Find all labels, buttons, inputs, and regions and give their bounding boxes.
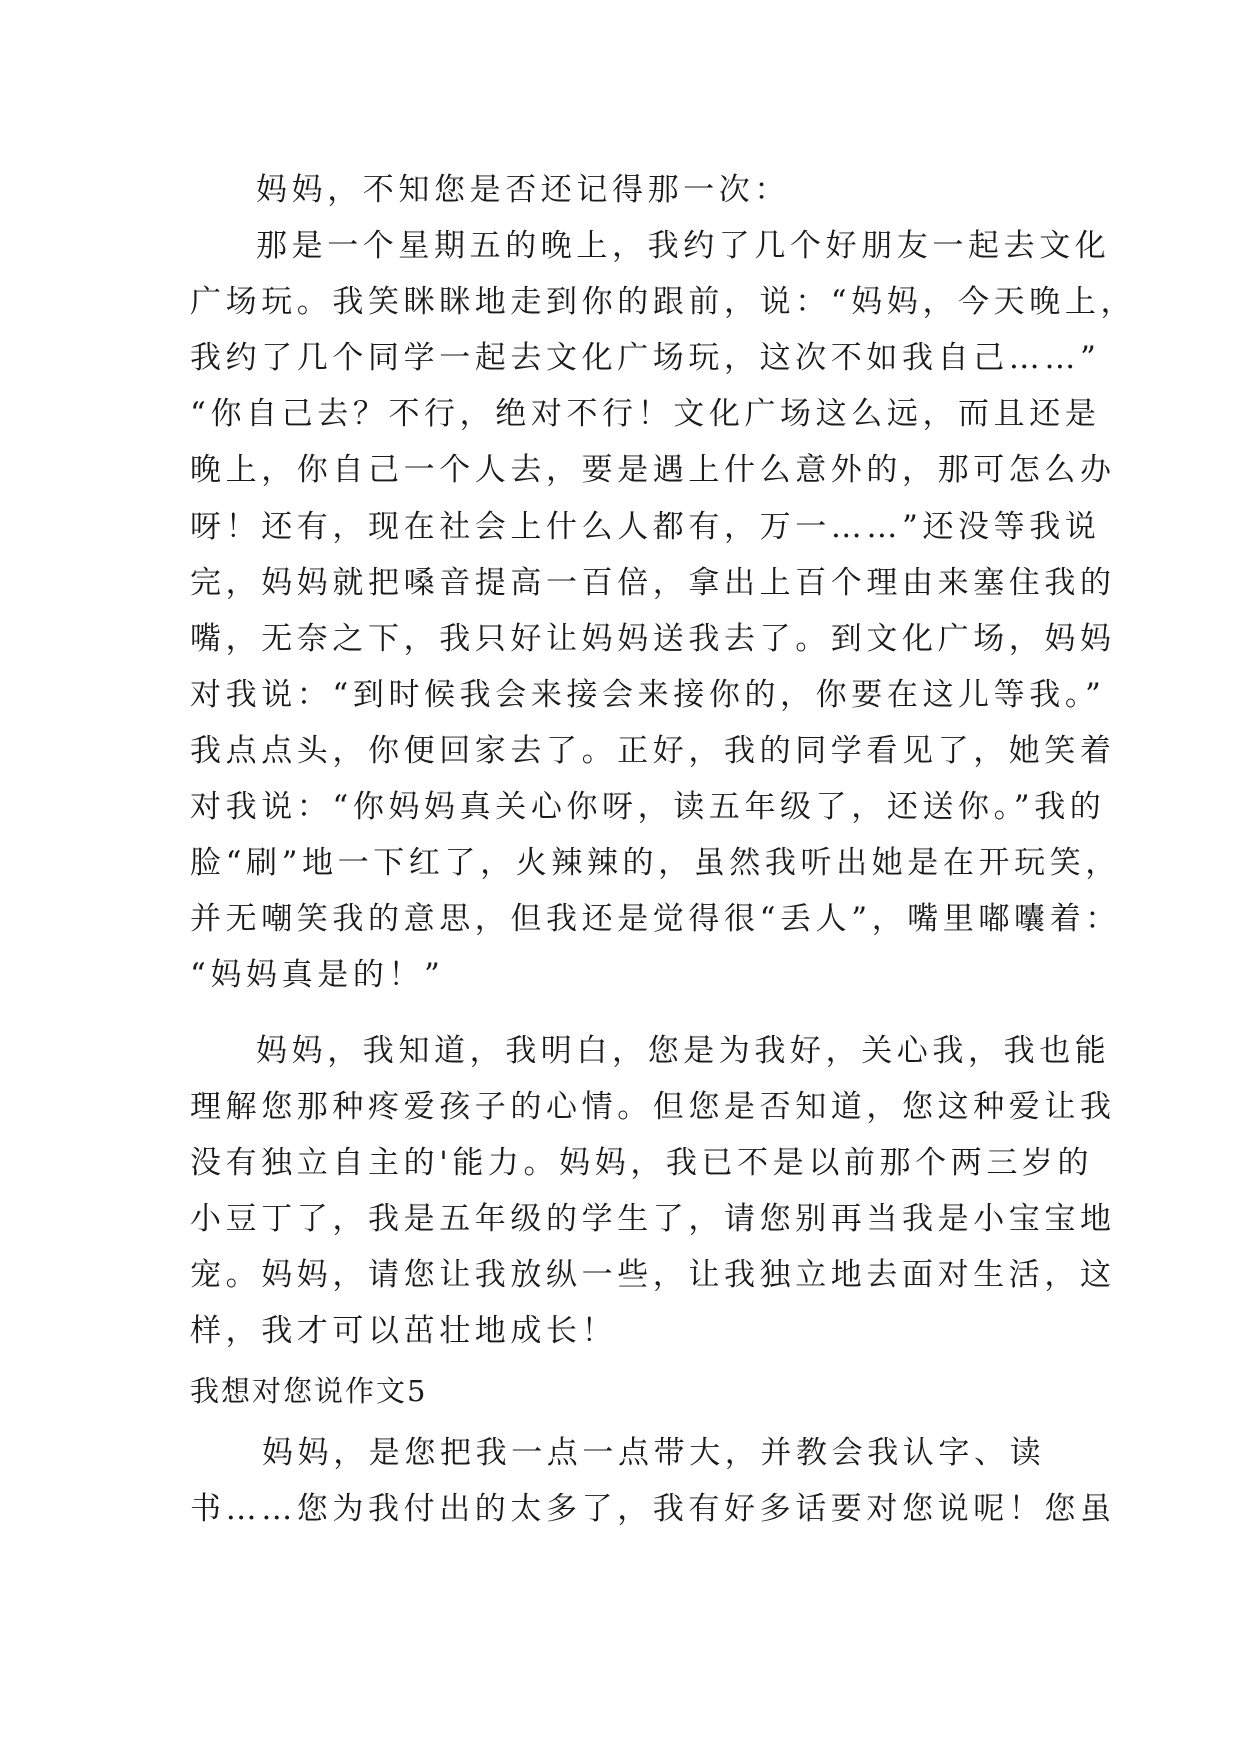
paragraph-line: 呀！还有，现在社会上什么人都有，万一……”还没等我说	[190, 509, 1101, 545]
paragraph-line: 妈妈，不知您是否还记得那一次：	[256, 172, 790, 208]
section-heading: 我想对您说作文5	[190, 1374, 428, 1408]
paragraph-line: “妈妈真是的！”	[190, 957, 445, 993]
paragraph-line: 并无嘲笑我的意思，但我还是觉得很“丢人”，嘴里嘟囔着：	[190, 901, 1121, 937]
paragraph-line: 理解您那种疼爱孩子的心情。但您是否知道，您这种爱让我	[190, 1089, 1116, 1125]
paragraph-line: 妈妈，我知道，我明白，您是为我好，关心我，我也能	[256, 1033, 1111, 1069]
paragraph-line: 那是一个星期五的晚上，我约了几个好朋友一起去文化	[256, 228, 1111, 264]
paragraph-line: 我点点头，你便回家去了。正好，我的同学看见了，她笑着	[190, 733, 1116, 769]
paragraph-line: 妈妈，是您把我一点一点带大，并教会我认字、读	[262, 1435, 1046, 1471]
paragraph-line: 我约了几个同学一起去文化广场玩，这次不如我自己……”	[190, 340, 1101, 376]
paragraph-line: 嘴，无奈之下，我只好让妈妈送我去了。到文化广场，妈妈	[190, 621, 1116, 657]
paragraph-line: “你自己去？不行，绝对不行！文化广场这么远，而且还是	[190, 396, 1101, 432]
paragraph-line: 晚上，你自己一个人去，要是遇上什么意外的，那可怎么办	[190, 452, 1116, 488]
paragraph-line: 广场玩。我笑眯眯地走到你的跟前，说：“妈妈，今天晚上，	[190, 284, 1137, 320]
paragraph-line: 没有独立自主的'能力。妈妈，我已不是以前那个两三岁的	[190, 1145, 1094, 1181]
paragraph-line: 对我说：“你妈妈真关心你呀，读五年级了，还送你。”我的	[190, 789, 1106, 825]
paragraph-line: 宠。妈妈，请您让我放纵一些，让我独立地去面对生活，这	[190, 1257, 1116, 1293]
paragraph-line: 小豆丁了，我是五年级的学生了，请您别再当我是小宝宝地	[190, 1201, 1116, 1237]
paragraph-line: 样，我才可以茁壮地成长！	[190, 1313, 618, 1349]
paragraph-line: 对我说：“到时候我会来接会来接你的，你要在这儿等我。”	[190, 677, 1106, 713]
paragraph-line: 脸“刷”地一下红了，火辣辣的，虽然我听出她是在开玩笑，	[190, 845, 1121, 881]
paragraph-line: 书……您为我付出的太多了，我有好多话要对您说呢！您虽	[190, 1491, 1116, 1527]
paragraph-line: 完，妈妈就把嗓音提高一百倍，拿出上百个理由来塞住我的	[190, 565, 1116, 601]
